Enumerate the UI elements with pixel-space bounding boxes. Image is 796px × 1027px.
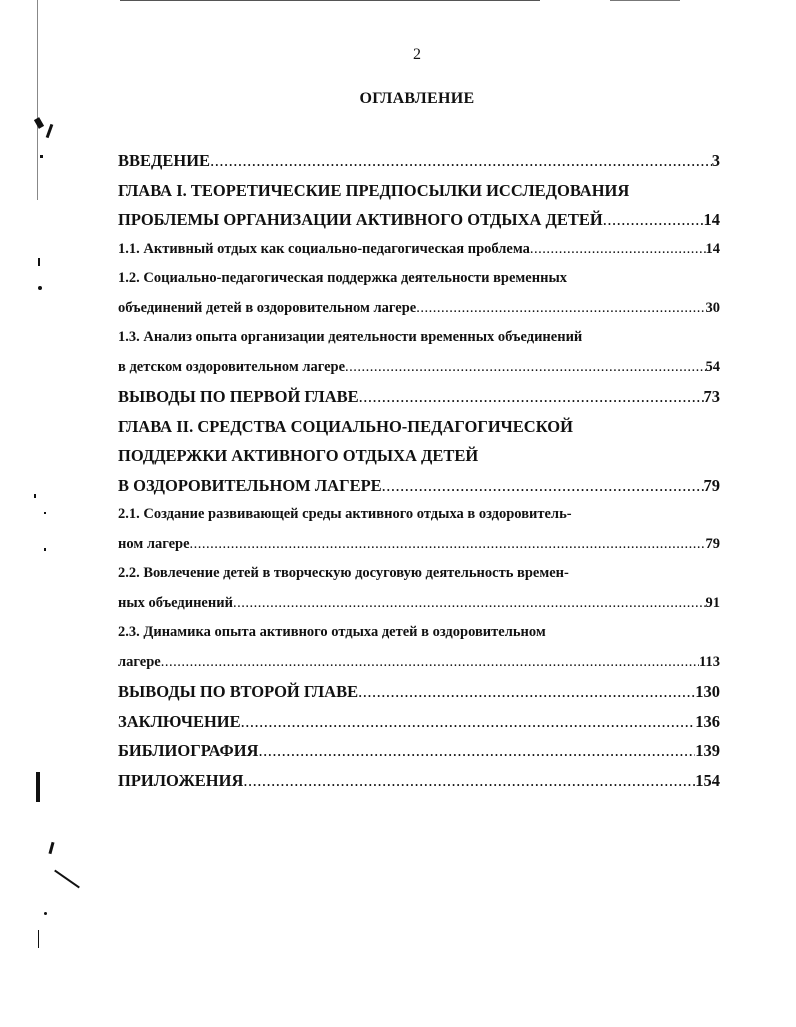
toc-entry-page: 130 (695, 682, 720, 701)
toc-entry-title: ПОДДЕРЖКИ АКТИВНОГО ОТДЫХА ДЕТЕЙ (118, 446, 479, 465)
toc-entry-page: 91 (705, 594, 720, 611)
toc-entry (118, 176, 720, 206)
toc-entry-page: 154 (695, 770, 720, 790)
toc-entry-title: В ОЗДОРОВИТЕЛЬНОМ ЛАГЕРЕ (118, 475, 382, 495)
toc-entry-title: ПРИЛОЖЕНИЯ (118, 770, 244, 790)
scan-top-line-right (610, 0, 680, 1)
toc-entry-title: ГЛАВА I. ТЕОРЕТИЧЕСКИЕ ПРЕДПОСЫЛКИ ИССЛЕДОВАНИЯ (118, 180, 630, 200)
toc-entry-title: ВЫВОДЫ ПО ПЕРВОЙ ГЛАВЕ (118, 387, 359, 406)
scan-speck (38, 930, 39, 948)
toc-entry-title: 2.3. Динамика опыта активного отдыха детей в оздоровительном (118, 624, 546, 640)
toc-entry (118, 736, 720, 766)
toc-entry-page: 113 (699, 653, 720, 670)
toc-leader-dots (258, 736, 695, 766)
toc-leader-dots (603, 205, 704, 235)
toc-entry-title: 1.2. Социально-педагогическая поддержка деятельности временных (118, 270, 568, 286)
toc-entry-title: БИБЛИОГРАФИЯ (118, 741, 259, 760)
toc-entry-title: ных объединений (118, 594, 233, 611)
toc-leader-dots (530, 235, 706, 265)
toc-entry-page: 54 (705, 358, 720, 375)
scan-speck (34, 117, 44, 129)
toc-entry (118, 205, 720, 235)
toc-entry-title: ВЫВОДЫ ПО ВТОРОЙ ГЛАВЕ (118, 682, 359, 701)
toc-leader-dots (359, 382, 704, 412)
toc-entry-page: 14 (703, 210, 720, 229)
scan-speck (44, 912, 47, 915)
toc-entry (118, 382, 720, 412)
toc-entry (118, 648, 720, 678)
scan-speck (36, 772, 40, 802)
toc-entry-title: ном лагере (118, 535, 190, 552)
toc-entry (118, 146, 720, 176)
toc-entry (118, 618, 720, 648)
toc-entry (118, 441, 720, 471)
toc-entry-page: 79 (703, 475, 720, 495)
toc-entry-page: 73 (703, 387, 720, 406)
scan-speck (44, 548, 46, 551)
scan-speck (48, 842, 54, 854)
toc-entry-title: ВВЕДЕНИЕ (118, 151, 211, 170)
toc-entry (118, 471, 720, 501)
toc-entry (118, 707, 720, 737)
scan-speck (40, 155, 43, 158)
toc-entry (118, 235, 720, 265)
toc-heading: ОГЛАВЛЕНИЕ (359, 90, 475, 107)
toc-entry-title: ГЛАВА II. СРЕДСТВА СОЦИАЛЬНО-ПЕДАГОГИЧЕСКОЙ (118, 416, 573, 436)
toc-entry (118, 677, 720, 707)
toc-leader-dots (161, 648, 699, 678)
scan-top-line (120, 0, 540, 1)
toc-leader-dots (345, 353, 705, 383)
toc-entry-title: ЗАКЛЮЧЕНИЕ (118, 711, 241, 731)
toc-leader-dots (210, 146, 712, 176)
toc-entry-title: 2.1. Создание развивающей среды активного отдыха в оздоровитель- (118, 506, 572, 522)
toc-leader-dots (382, 471, 704, 501)
toc-leader-dots (358, 677, 695, 707)
toc-entry-page: 14 (705, 240, 720, 257)
table-of-contents (118, 146, 720, 795)
toc-leader-dots (190, 530, 706, 560)
toc-leader-dots (416, 294, 705, 324)
scan-speck (46, 124, 54, 138)
toc-entry (118, 353, 720, 383)
toc-leader-dots (243, 766, 695, 796)
toc-entry (118, 766, 720, 796)
page-number: 2 (413, 46, 421, 63)
scan-speck (38, 258, 40, 266)
toc-entry-title: объединений детей в оздоровительном лагере (118, 299, 417, 316)
toc-entry-title: 1.3. Анализ опыта организации деятельности временных объединений (118, 329, 583, 345)
toc-entry (118, 559, 720, 589)
scan-speck (34, 494, 36, 498)
toc-entry-title: 2.2. Вовлечение детей в творческую досуговую деятельность времен- (118, 565, 569, 581)
toc-entry (118, 412, 720, 442)
toc-entry (118, 294, 720, 324)
toc-entry (118, 500, 720, 530)
toc-entry-page: 3 (711, 151, 720, 170)
toc-entry-page: 139 (695, 741, 720, 760)
toc-entry (118, 589, 720, 619)
toc-entry (118, 264, 720, 294)
toc-leader-dots (241, 707, 696, 737)
toc-entry (118, 323, 720, 353)
scan-speck (44, 512, 46, 514)
toc-entry-page: 136 (695, 711, 720, 731)
scan-speck (54, 870, 80, 889)
toc-entry-title: в детском оздоровительном лагере (118, 358, 346, 375)
scan-speck (38, 286, 42, 290)
toc-entry-title: лагере (118, 653, 161, 670)
toc-entry-page: 30 (705, 299, 720, 316)
toc-entry (118, 530, 720, 560)
toc-entry-title: ПРОБЛЕМЫ ОРГАНИЗАЦИИ АКТИВНОГО ОТДЫХА ДЕТЕЙ (118, 210, 603, 229)
toc-leader-dots (233, 589, 706, 619)
toc-entry-title: 1.1. Активный отдых как социально-педагогическая проблема (118, 240, 530, 257)
toc-entry-page: 79 (705, 535, 720, 552)
